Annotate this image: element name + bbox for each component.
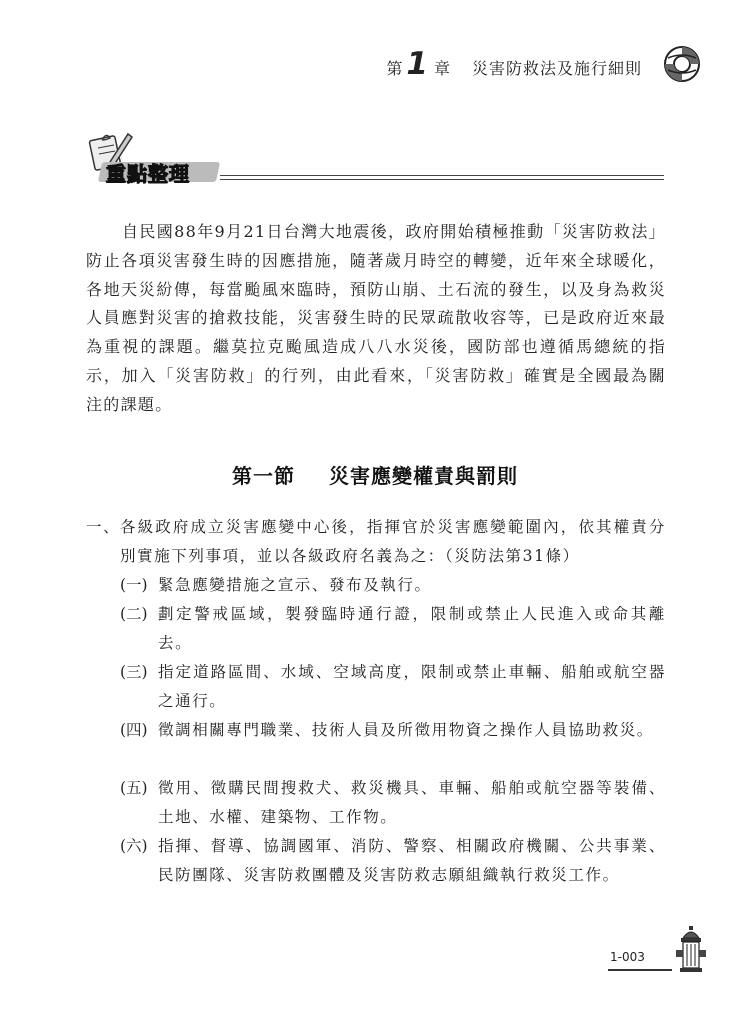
sub-item-text: 指定道路區間、水域、空域高度，限制或禁止車輛、船舶或航空器之通行。 <box>158 663 666 710</box>
item-text: 各級政府成立災害應變中心後，指揮官於災害應變範圍內，依其權責分別實施下列事項，並以各級政府名義為之：（災防法第31條） <box>120 518 666 565</box>
sub-item-marker: (二) <box>120 605 148 623</box>
intro-paragraph: 自民國88年9月21日台灣大地震後，政府開始積極推動「災害防救法」防止各項災害發生時的因應措施，隨著歲月時空的轉變，近年來全球暖化，各地天災紛傳，每當颱風來臨時，預防山崩、土石流的發生，以及身為救災人員應對災害的搶救技能，災害發生時的民眾疏散收容等，已是政府近來最為重視的課題。繼莫拉克颱風造成八八水災後，國防部也遵循馬總統的指示，加入「災害防救」的行列，由此看來，「災害防救」確實是全國最為關注的課題。 <box>86 222 666 414</box>
chapter-suffix: 章 <box>433 59 450 78</box>
chapter-number: 1 <box>406 46 428 82</box>
sub-item-marker: (三) <box>120 663 148 681</box>
sub-item-text: 緊急應變措施之宣示、發布及執行。 <box>158 576 432 594</box>
sub-item-marker: (一) <box>120 576 148 594</box>
badge-rule-bottom <box>220 179 664 180</box>
section-heading: 災害應變權責與罰則 <box>329 464 518 488</box>
sub-item-text: 劃定警戒區域，製發臨時通行證，限制或禁止人民進入或命其離去。 <box>158 605 666 652</box>
sub-item-2 <box>120 600 666 658</box>
sub-item-text: 徵調相關專門職業、技術人員及所徵用物資之操作人員協助救災。 <box>158 721 654 739</box>
sub-item-5 <box>120 774 666 832</box>
sub-item-4 <box>120 716 666 745</box>
item-marker: 一、 <box>86 518 121 536</box>
sub-item-marker: (四) <box>120 721 148 739</box>
lifebuoy-icon <box>662 44 702 84</box>
section-title <box>0 460 750 489</box>
badge-rule-top <box>220 175 664 176</box>
chapter-title: 災害防救法及施行細則 <box>471 59 642 78</box>
section-number: 第一節 <box>232 464 295 488</box>
sub-item-text: 指揮、督導、協調國軍、消防、警察、相關政府機關、公共事業、民防團隊、災害防救團體及災害防救志願組織執行救災工作。 <box>158 837 666 884</box>
fire-hydrant-icon <box>674 924 708 972</box>
page-number: 1-003 <box>610 950 645 964</box>
chapter-prefix: 第 <box>386 59 403 78</box>
sub-item-6 <box>120 832 666 890</box>
sub-item-marker: (六) <box>120 837 148 855</box>
page-number-rule <box>608 969 672 971</box>
sub-item-text: 徵用、徵購民間搜救犬、救災機具、車輛、船舶或航空器等裝備、土地、水權、建築物、工作物。 <box>158 779 666 826</box>
sub-item-3 <box>120 658 666 716</box>
sub-item-marker: (五) <box>120 779 148 797</box>
chapter-header <box>386 46 642 82</box>
key-points-badge: 重點整理 <box>106 162 190 186</box>
list-item-1 <box>86 513 666 571</box>
sub-item-1 <box>120 571 666 600</box>
